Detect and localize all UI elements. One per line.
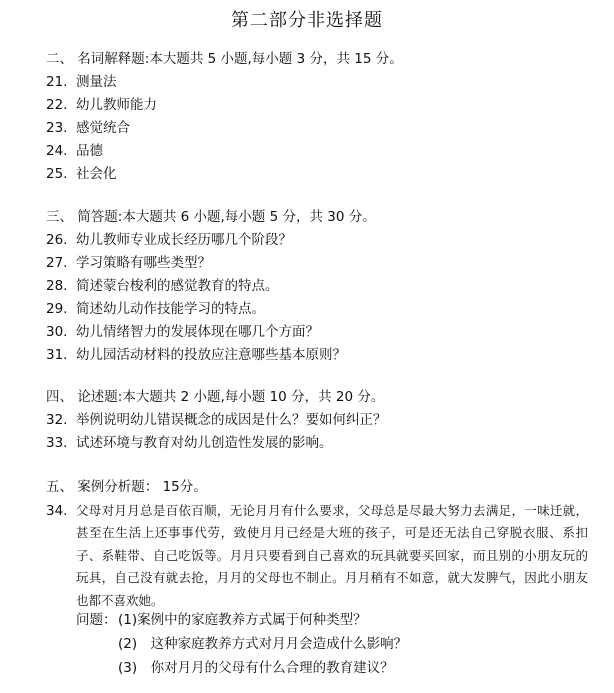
section-heading-3: 三、 简答题:本大题共 6 小题,每小题 5 分，共 30 分。	[46, 209, 376, 225]
item-number: 31.	[46, 347, 68, 363]
item-number: 27.	[46, 255, 68, 271]
item-number: 28.	[46, 278, 68, 294]
question-2: (2) 这种家庭教养方式对月月会造成什么影响？	[118, 636, 408, 652]
item-text: 幼儿教师专业成长经历哪几个阶段？	[76, 232, 292, 248]
question-label: 问题：	[76, 612, 117, 628]
page-title: 第二部分非选择题	[231, 10, 383, 31]
item-number: 30.	[46, 324, 68, 340]
item-text: 简述幼儿动作技能学习的特点。	[76, 301, 265, 317]
section-heading-5: 五、 案例分析题： 15分。	[46, 479, 207, 495]
item-number: 26.	[46, 232, 68, 248]
case-text: 父母对月月总是百依百顺，无论月月有什么要求，父母总是尽最大努力去满足，一味迁就，甚至在生活上还事事代劳，致使月月已经是大班的孩子，可是还无法自己穿脱衣服、系扣子、系鞋带、自己吃饭等。月月只要看到自己喜欢的玩具就要买回家，而且别的小朋友玩的玩具，自己没有就去抢，月月的父母也不制止。月月稍有不如意，就大发脾气，因此小朋友也都不喜欢她。	[76, 503, 588, 608]
item-text: 学习策略有哪些类型？	[76, 255, 211, 271]
item-text: 幼儿教师能力	[76, 97, 157, 113]
case-number: 34.	[46, 503, 68, 519]
item-text: 举例说明幼儿错误概念的成因是什么？要如何纠正？	[76, 412, 387, 428]
item-number: 21.	[46, 74, 68, 90]
item-text: 幼儿园活动材料的投放应注意哪些基本原则？	[76, 347, 346, 363]
question-3: (3) 你对月月的父母有什么合理的教育建议？	[118, 660, 394, 676]
section-heading-2: 二、 名词解释题:本大题共 5 小题,每小题 3 分，共 15 分。	[46, 51, 403, 67]
item-text: 感觉统合	[76, 120, 130, 136]
item-number: 22.	[46, 97, 68, 113]
item-number: 23.	[46, 120, 68, 136]
item-number: 25.	[46, 166, 68, 182]
section-heading-4: 四、 论述题:本大题共 2 小题,每小题 10 分，共 20 分。	[46, 389, 385, 405]
item-text: 测量法	[76, 74, 117, 90]
item-number: 29.	[46, 301, 68, 317]
item-number: 24.	[46, 143, 68, 159]
question-1: (1)案例中的家庭教养方式属于何种类型？	[118, 612, 367, 628]
item-text: 试述环境与教育对幼儿创造性发展的影响。	[76, 435, 333, 451]
item-text: 品德	[76, 143, 103, 159]
item-text: 幼儿情绪智力的发展体现在哪几个方面？	[76, 324, 319, 340]
item-text: 简述蒙台梭利的感觉教育的特点。	[76, 278, 279, 294]
item-number: 33.	[46, 435, 68, 451]
item-text: 社会化	[76, 166, 117, 182]
item-number: 32.	[46, 412, 68, 428]
